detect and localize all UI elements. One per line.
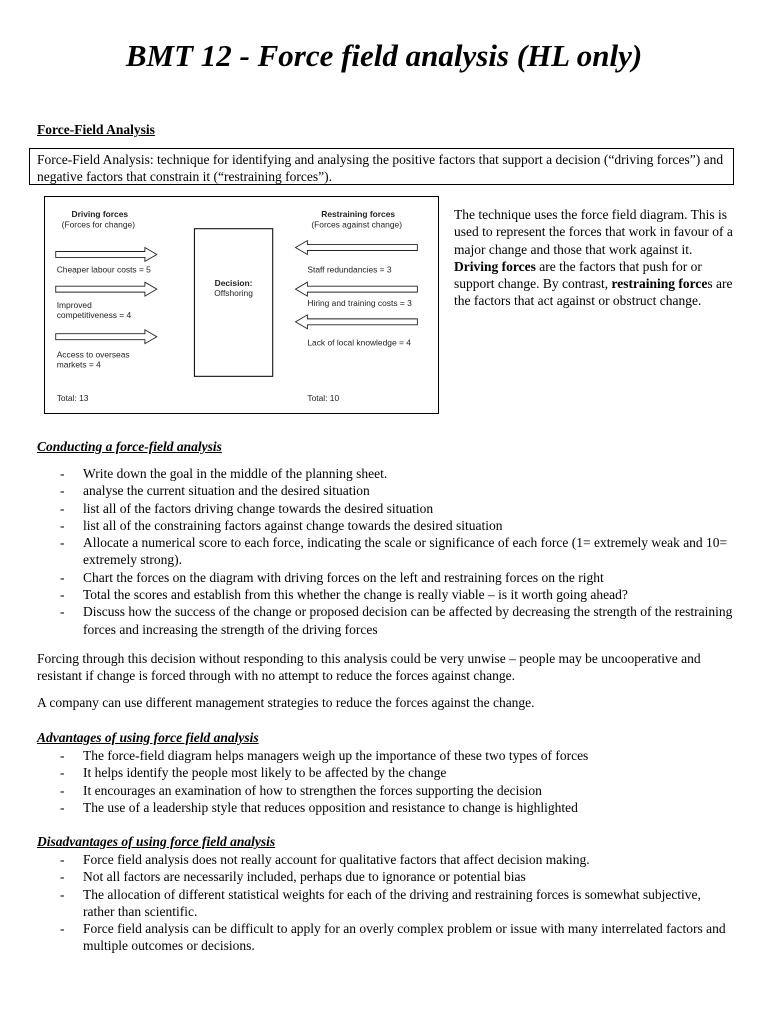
- restraining-arrow-1: [296, 241, 418, 255]
- page-title: BMT 12 - Force field analysis (HL only): [125, 38, 643, 73]
- list-item: - Force field analysis can be difficult to apply for an overly complex problem or issue with many interrelated factors and multiple outcomes or decisions.: [0, 920, 734, 955]
- driving-arrow-2: [56, 282, 157, 296]
- advantages-heading: Advantages of using force field analysis: [37, 730, 259, 745]
- driving-item-1: Cheaper labour costs = 5: [56, 264, 151, 275]
- advantages-list: [0, 747, 734, 816]
- list-item: - Not all factors are necessarily included, perhaps due to ignorance or potential bias: [0, 868, 734, 885]
- restraining-forces-subheader: (Forces against change): [311, 219, 403, 230]
- restraining-arrow-2: [296, 282, 418, 296]
- list-item: - Total the scores and establish from this whether the change is really viable – is it worth going ahead?: [0, 586, 734, 603]
- diagram-explanation: [454, 206, 734, 310]
- explanation-text-1: The technique uses the force field diagram. This is used to represent the forces that work in favour of a major change and those that work against it.: [454, 207, 733, 257]
- disadvantages-heading: Disadvantages of using force field analysis: [37, 834, 276, 849]
- list-item: - Force field analysis does not really account for qualitative factors that affect decision making.: [0, 851, 734, 868]
- force-field-diagram: [44, 196, 439, 414]
- list-item: - list all of the factors driving change towards the desired situation: [0, 500, 734, 517]
- driving-forces-header: Driving forces: [71, 208, 129, 219]
- list-item: - The force-field diagram helps managers weigh up the importance of these two types of forces: [0, 747, 734, 764]
- restraining-item-3: Lack of local knowledge = 4: [307, 337, 411, 348]
- list-item: - Discuss how the success of the change or proposed decision can be affected by decreasing the strength of the restraining forces and increasing the strength of the driving forces: [0, 603, 734, 638]
- paragraph-forcing: Forcing through this decision without responding to this analysis could be very unwise – people may be uncooperative and resistant if change is forced through with no attempt to reduce the forces against change.: [37, 651, 701, 684]
- list-item: - It helps identify the people most likely to be affected by the change: [0, 764, 734, 781]
- decision-box: [194, 229, 272, 377]
- definition-box: Force-Field Analysis: technique for identifying and analysing the positive factors that support a decision (“driving forces”) and negative factors that constrain it (“restraining forces”).: [29, 148, 734, 185]
- list-item: - Chart the forces on the diagram with driving forces on the left and restraining forces on the right: [0, 569, 734, 586]
- driving-forces-subheader: (Forces for change): [61, 219, 136, 230]
- restraining-total: Total: 10: [307, 393, 340, 404]
- list-item: - analyse the current situation and the desired situation: [0, 482, 734, 499]
- restraining-item-1: Staff redundancies = 3: [307, 264, 392, 275]
- disadvantages-list: [0, 851, 734, 955]
- restraining-arrow-3: [296, 315, 418, 329]
- driving-total: Total: 13: [56, 393, 89, 404]
- driving-arrow-1: [56, 248, 157, 262]
- decision-value: Offshoring: [214, 288, 253, 299]
- explanation-bold-driving: Driving forces: [454, 258, 536, 274]
- conducting-heading: Conducting a force-field analysis: [37, 439, 222, 454]
- list-item: - The allocation of different statistical weights for each of the driving and restraining forces is somewhat subjective, rather than scientific.: [0, 886, 734, 921]
- driving-arrow-3: [56, 330, 157, 344]
- driving-item-3-line2: markets = 4: [56, 359, 101, 370]
- section-heading: Force-Field Analysis: [37, 122, 155, 137]
- restraining-item-2: Hiring and training costs = 3: [307, 297, 412, 308]
- list-item: - It encourages an examination of how to strengthen the forces supporting the decision: [0, 782, 734, 799]
- conducting-list: [0, 465, 734, 638]
- driving-item-2-line1: Improved: [56, 299, 92, 310]
- list-item: - The use of a leadership style that reduces opposition and resistance to change is highlighted: [0, 799, 734, 816]
- list-item: - Allocate a numerical score to each force, indicating the scale or significance of each force (1= extremely weak and 10= extremely strong).: [0, 534, 734, 569]
- explanation-text-2: are the factors that push for or support change. By contrast,: [454, 258, 702, 292]
- driving-item-3-line1: Access to overseas: [56, 349, 130, 360]
- decision-label: Decision:: [214, 278, 253, 289]
- explanation-text-3: s are the factors that act against or obstruct change.: [454, 276, 733, 309]
- paragraph-strategies: A company can use different management strategies to reduce the forces against the change.: [37, 695, 535, 710]
- explanation-bold-restraining: restraining force: [611, 276, 708, 292]
- restraining-forces-header: Restraining forces: [321, 208, 396, 219]
- driving-item-2-line2: competitiveness = 4: [56, 309, 132, 320]
- list-item: - list all of the constraining factors against change towards the desired situation: [0, 517, 734, 534]
- list-item: - Write down the goal in the middle of the planning sheet.: [0, 465, 734, 482]
